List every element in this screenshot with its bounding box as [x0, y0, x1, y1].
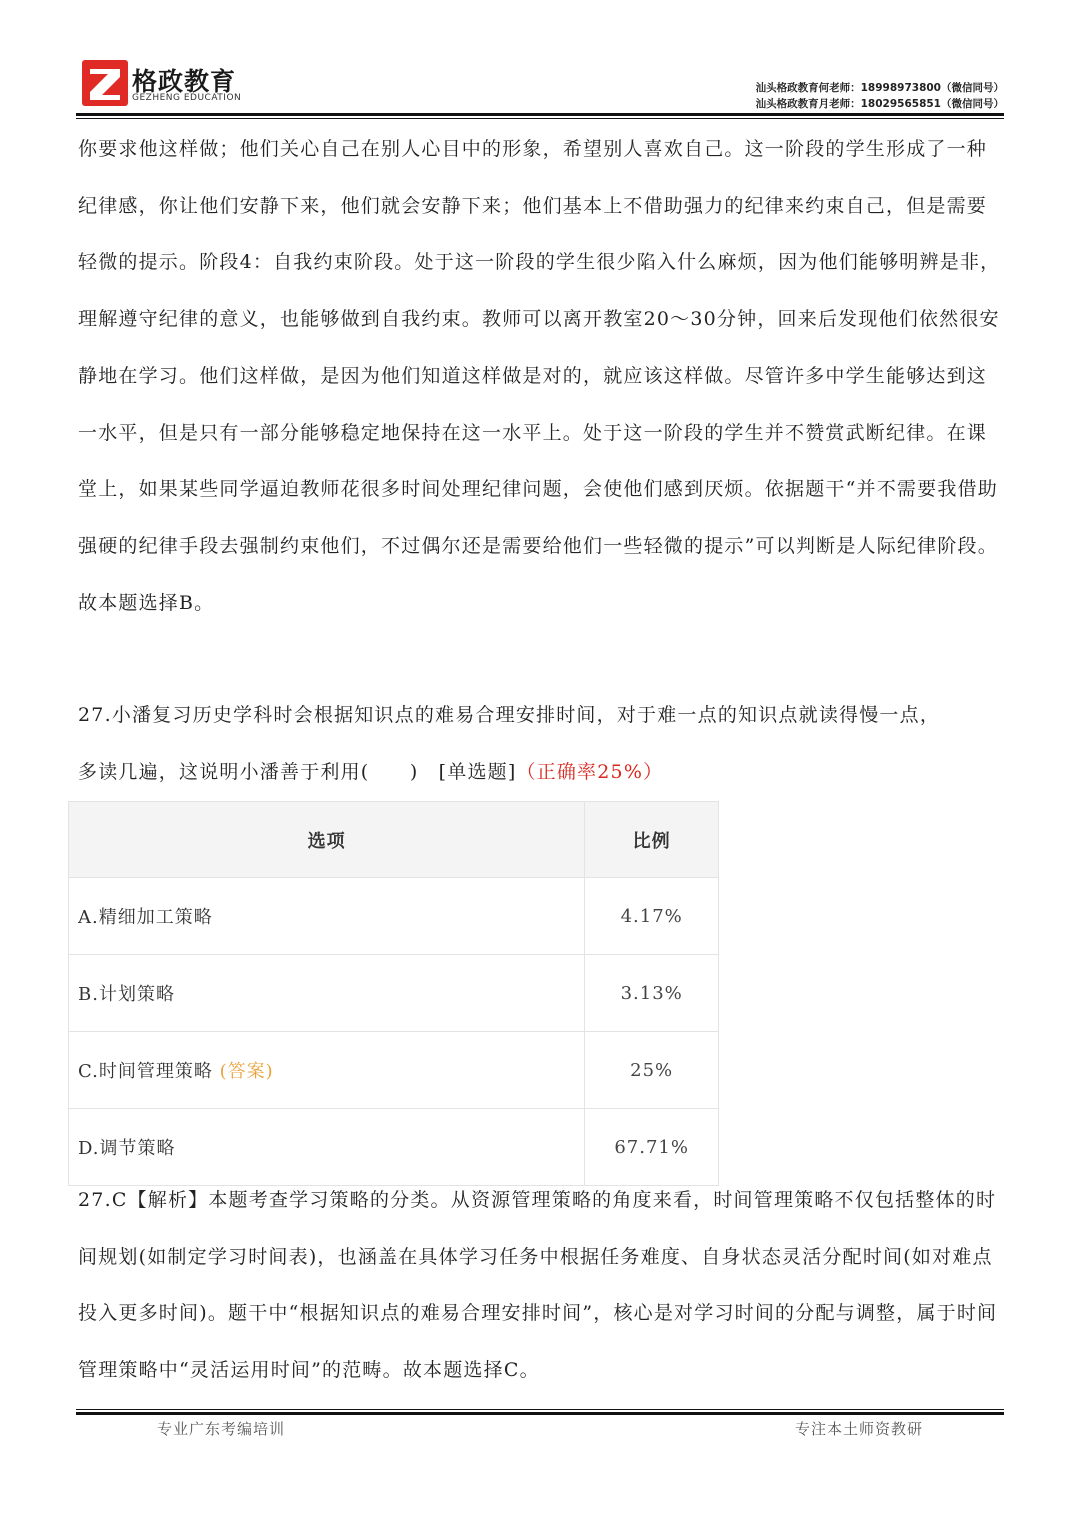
- option-label: B.计划策略: [69, 955, 585, 1032]
- contact-line-1: 汕头格政教育何老师：18998973800（微信同号）: [755, 82, 1004, 94]
- header-divider-thick: [76, 113, 1004, 116]
- column-header-option: 选项: [69, 802, 585, 878]
- footer-right-text: 专注本土师资教研: [795, 1420, 924, 1438]
- contact-line-2: 汕头格政教育月老师：18029565851（微信同号）: [755, 98, 1004, 110]
- option-cell: [69, 1032, 585, 1109]
- header-divider-thin: [76, 118, 1004, 119]
- option-percent: 4.17%: [585, 878, 719, 955]
- contact-info: [756, 80, 1004, 112]
- option-label: A.精细加工策略: [69, 878, 585, 955]
- question-stem-line-2: [78, 744, 1006, 801]
- question-stem-text: 多读几遍，这说明小潘善于利用( ) [单选题]: [78, 761, 517, 783]
- gezheng-logo-icon: [82, 60, 128, 106]
- option-percent: 3.13%: [585, 955, 719, 1032]
- footer-divider-thin: [76, 1409, 1004, 1410]
- analysis-paragraph: 27.C【解析】本题考查学习策略的分类。从资源管理策略的角度来看，时间管理策略不仅包括整体的时间规划(如制定学习时间表)，也涵盖在具体学习任务中根据任务难度、自身状态灵活分配时间(如对难点投入更多时间)。题干中“根据知识点的难易合理安排时间”，核心是对学习时间的分配与调整，属于时间管理策略中“灵活运用时间”的范畴。故本题选择C。: [78, 1189, 998, 1382]
- option-stats-table: [68, 801, 719, 1186]
- footer-divider-thick: [76, 1412, 1004, 1415]
- table-row: [69, 955, 719, 1032]
- explanation-paragraph: 你要求他这样做；他们关心自己在别人心目中的形象，希望别人喜欢自己。这一阶段的学生形成了一种纪律感，你让他们安静下来，他们就会安静下来；他们基本上不借助强力的纪律来约束自己，但是需要轻微的提示。阶段4：自我约束阶段。处于这一阶段的学生很少陷入什么麻烦，因为他们能够明辨是非，理解遵守纪律的意义，也能够做到自我约束。教师可以离开教室20～30分钟，回来后发现他们依然很安静地在学习。他们这样做，是因为他们知道这样做是对的，就应该这样做。尽管许多中学生能够达到这一水平，但是只有一部分能够稳定地保持在这一水平上。处于这一阶段的学生并不赞赏武断纪律。在课堂上，如果某些同学逼迫教师花很多时间处理纪律问题，会使他们感到厌烦。依据题干“并不需要我借助强硬的纪律手段去强制约束他们，不过偶尔还是需要给他们一些轻微的提示”可以判断是人际纪律阶段。故本题选择B。: [78, 138, 1001, 614]
- accuracy-label: （正确率25%）: [516, 761, 664, 783]
- option-percent: 25%: [585, 1032, 719, 1109]
- answer-tag: (答案): [219, 1061, 274, 1082]
- question-stem-line-1: 27.小潘复习历史学科时会根据知识点的难易合理安排时间，对于难一点的知识点就读得慢一点，: [78, 704, 941, 726]
- option-label: C.时间管理策略: [78, 1061, 213, 1082]
- table-row: [69, 878, 719, 955]
- footer-left-text: 专业广东考编培训: [157, 1420, 286, 1438]
- table-header-row: [69, 802, 719, 878]
- brand-subtitle: GEZHENG EDUCATION: [132, 93, 242, 103]
- column-header-ratio: 比例: [585, 802, 719, 878]
- option-percent: 67.71%: [585, 1109, 719, 1186]
- table-row: [69, 1032, 719, 1109]
- option-label: D.调节策略: [69, 1109, 585, 1186]
- brand-name: 格政教育: [132, 67, 237, 96]
